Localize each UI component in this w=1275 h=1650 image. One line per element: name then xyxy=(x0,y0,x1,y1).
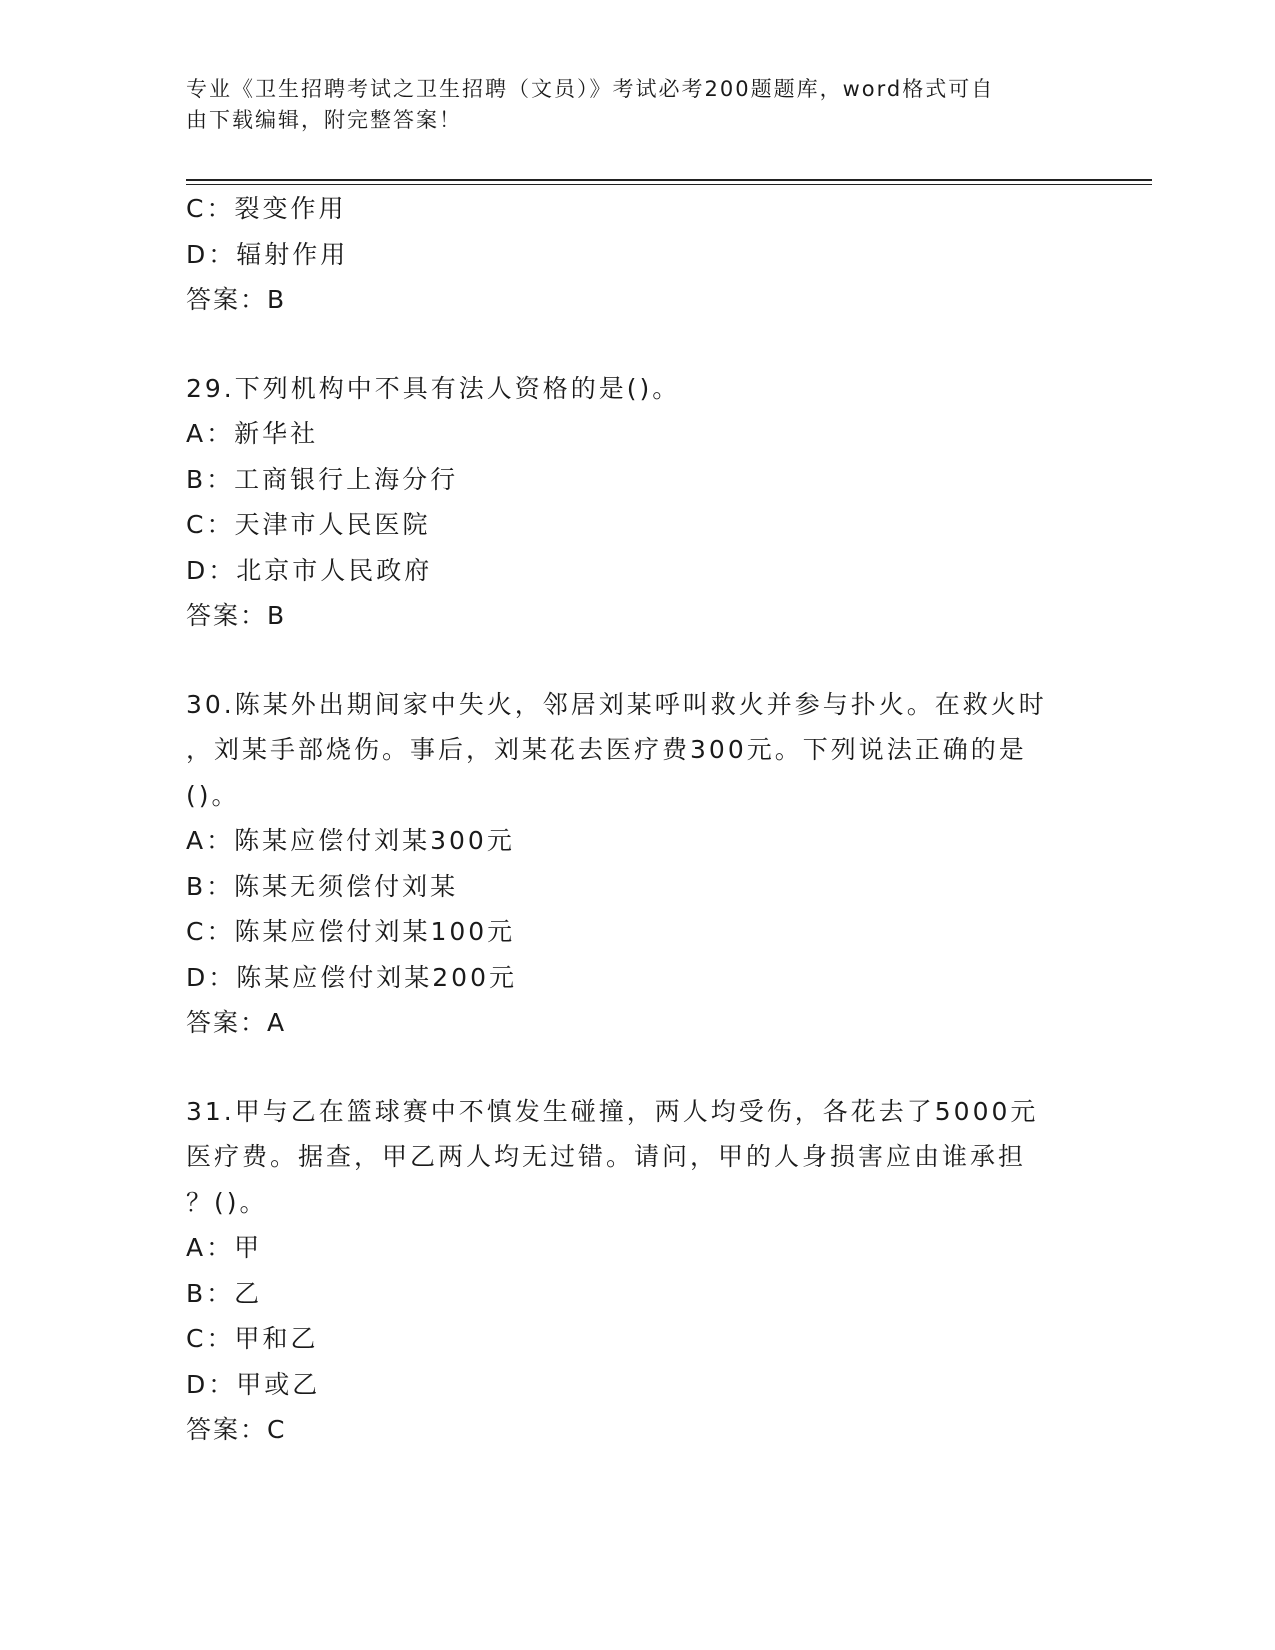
question-29 xyxy=(186,366,1152,639)
option-d: D：甲或乙 xyxy=(186,1369,321,1399)
option-b: B：乙 xyxy=(186,1278,263,1308)
question-stem-line-3: ()。 xyxy=(186,780,240,810)
spacer xyxy=(186,1046,1152,1089)
question-stem-line-1: 30.陈某外出期间家中失火，邻居刘某呼叫救火并参与扑火。在救火时 xyxy=(186,689,1047,719)
question-list xyxy=(186,186,1152,1453)
option-a: A：甲 xyxy=(186,1233,263,1262)
option-a: A：新华社 xyxy=(186,419,319,448)
question-stem-line-1: 31.甲与乙在篮球赛中不慎发生碰撞，两人均受伤，各花去了5000元 xyxy=(186,1096,1039,1126)
option-c: C：天津市人民医院 xyxy=(186,510,431,539)
option-d: D：北京市人民政府 xyxy=(186,555,433,585)
option-b: B：工商银行上海分行 xyxy=(186,464,459,494)
question-stem-line-2: 医疗费。据查，甲乙两人均无过错。请问，甲的人身损害应由谁承担 xyxy=(186,1142,1027,1171)
header-divider-thick xyxy=(186,179,1152,181)
answer-line: 答案：A xyxy=(186,1008,287,1037)
spacer xyxy=(186,323,1152,366)
question-stem-line-3: ？()。 xyxy=(186,1187,268,1217)
answer-line: 答案：C xyxy=(186,1415,287,1444)
header-divider-thin xyxy=(186,184,1152,185)
option-c: C：甲和乙 xyxy=(186,1324,319,1353)
document-header xyxy=(186,74,1066,136)
option-b: B：陈某无须偿付刘某 xyxy=(186,871,459,901)
header-line-1: 专业《卫生招聘考试之卫生招聘（文员）》考试必考200题题库，word格式可自 xyxy=(186,77,995,101)
question-stem: 29.下列机构中不具有法人资格的是()。 xyxy=(186,373,681,403)
answer-line: 答案：B xyxy=(186,285,287,314)
option-d: D：辐射作用 xyxy=(186,239,349,269)
option-c: C：陈某应偿付刘某100元 xyxy=(186,917,516,946)
answer-line: 答案：B xyxy=(186,601,287,630)
question-stem-line-2: ，刘某手部烧伤。事后，刘某花去医疗费300元。下列说法正确的是 xyxy=(186,735,1027,764)
option-a: A：陈某应偿付刘某300元 xyxy=(186,826,515,855)
header-line-2: 由下载编辑，附完整答案！ xyxy=(186,108,462,132)
question-30 xyxy=(186,682,1152,1046)
spacer xyxy=(186,639,1152,682)
option-c: C：裂变作用 xyxy=(186,194,347,223)
option-d: D：陈某应偿付刘某200元 xyxy=(186,962,517,992)
question-31 xyxy=(186,1089,1152,1453)
question-28-tail xyxy=(186,186,1152,323)
